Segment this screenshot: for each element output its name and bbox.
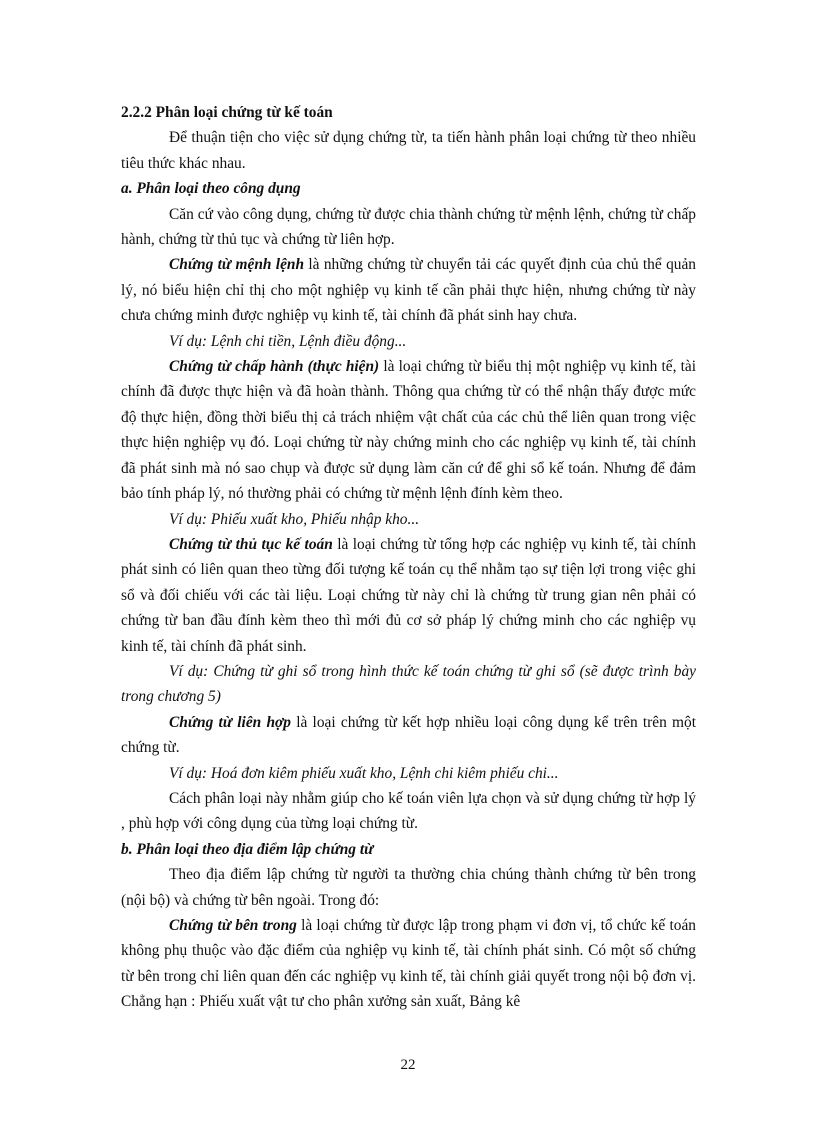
thu-tuc-text: là loại chứng từ tổng hợp các nghiệp vụ kinh tế, tài chính phát sinh có liên quan theo từng đối tượng kế toán cụ thể nhằm tạo sự tiện lợi trong việc ghi sổ và đối chiếu với các tài liệu. Loại chứng từ này chỉ là chứng từ trung gian nên phải có chứng từ ban đầu đính kèm theo thì mới đủ cơ sở pháp lý chứng minh cho các nghiệp vụ kinh tế, tài chính đã phát sinh. [121, 535, 697, 655]
menh-lenh-example: Ví dụ: Lệnh chi tiền, Lệnh điều động... [169, 332, 407, 350]
part-a-conclusion: Cách phân loại này nhằm giúp cho kế toán viên lựa chọn và sử dụng chứng từ hợp lý , phù hợp với công dụng của từng loại chứng từ. [121, 789, 696, 833]
menh-lenh-text: là những chứng từ chuyển tải các quyết định của chủ thể quản lý, nó biểu hiện chỉ thị cho một nghiệp vụ kinh tế cần phải thực hiện, nhưng chứng từ này chưa chứng minh được nghiệp vụ kinh tế, tài chính đã phát sinh hay chưa. [121, 256, 696, 325]
lien-hop-paragraph [121, 710, 696, 761]
chap-hanh-term: Chứng từ chấp hành (thực hiện) [169, 358, 380, 376]
menh-lenh-paragraph [121, 252, 696, 328]
ben-trong-term: Chứng từ bên trong [169, 917, 297, 934]
part-a-intro: Căn cứ vào công dụng, chứng từ được chia thành chứng từ mệnh lệnh, chứng từ chấp hành, chứng từ thủ tục và chứng từ liên hợp. [121, 205, 696, 249]
lien-hop-term: Chứng từ liên hợp [169, 713, 291, 731]
ben-trong-text: là loại chứng từ được lập trong phạm vi đơn vị, tổ chức kế toán không phụ thuộc vào đặc điểm của nghiệp vụ kinh tế, tài chính phát sinh. Có một số chứng từ bên trong chỉ liên quan đến các nghiệp vụ kinh tế, tài chính giải quyết trong nội bộ đơn vị. Chẳng hạn : Phiếu xuất vật tư cho phân xưởng sản xuất, Bảng kê [121, 917, 696, 1011]
page-number: 22 [400, 1057, 416, 1073]
thu-tuc-example: Ví dụ: Chứng từ ghi sổ trong hình thức kế toán chứng từ ghi sổ (sẽ được trình bày trong chương 5) [121, 662, 696, 706]
thu-tuc-paragraph [121, 532, 696, 659]
intro-paragraph: Để thuận tiện cho việc sử dụng chứng từ, ta tiến hành phân loại chứng từ theo nhiều tiêu thức khác nhau. [121, 129, 696, 172]
menh-lenh-term: Chứng từ mệnh lệnh [169, 256, 305, 274]
part-b-intro: Theo địa điểm lập chứng từ người ta thường chia chúng thành chứng từ bên trong (nội bộ) và chứng từ bên ngoài. Trong đó: [121, 866, 696, 909]
ben-trong-paragraph [121, 913, 696, 1015]
lien-hop-text: là loại chứng từ kết hợp nhiều loại công dụng kể trên trên một chứng từ. [121, 713, 696, 757]
document-body [121, 100, 696, 1015]
part-b-title: b. Phân loại theo địa điểm lập chứng từ [121, 840, 374, 858]
chap-hanh-paragraph [121, 354, 696, 506]
chap-hanh-text: là loại chứng từ biểu thị một nghiệp vụ kinh tế, tài chính đã được thực hiện và đã hoàn thành. Thông qua chứng từ có thể nhận thấy được mức độ thực hiện, đồng thời biểu thị cả trách nhiệm vật chất của các chủ thể liên quan trong việc thực hiện nghiệp vụ đó. Loại chứng từ này chứng minh cho các nghiệp vụ kinh tế, tài chính đã phát sinh mà nó sao chụp và được sử dụng làm căn cứ để ghi sổ kế toán. Nhưng để đảm bảo tính pháp lý, nó thường phải có chứng từ mệnh lệnh đính kèm theo. [121, 358, 696, 503]
section-title: 2.2.2 Phân loại chứng từ kế toán [121, 104, 333, 121]
lien-hop-example: Ví dụ: Hoá đơn kiêm phiếu xuất kho, Lệnh chi kiêm phiếu chi... [169, 764, 559, 782]
chap-hanh-example: Ví dụ: Phiếu xuất kho, Phiếu nhập kho... [169, 510, 420, 528]
thu-tuc-term: Chứng từ thủ tục kế toán [169, 535, 333, 553]
part-a-title: a. Phân loại theo công dụng [121, 180, 301, 198]
